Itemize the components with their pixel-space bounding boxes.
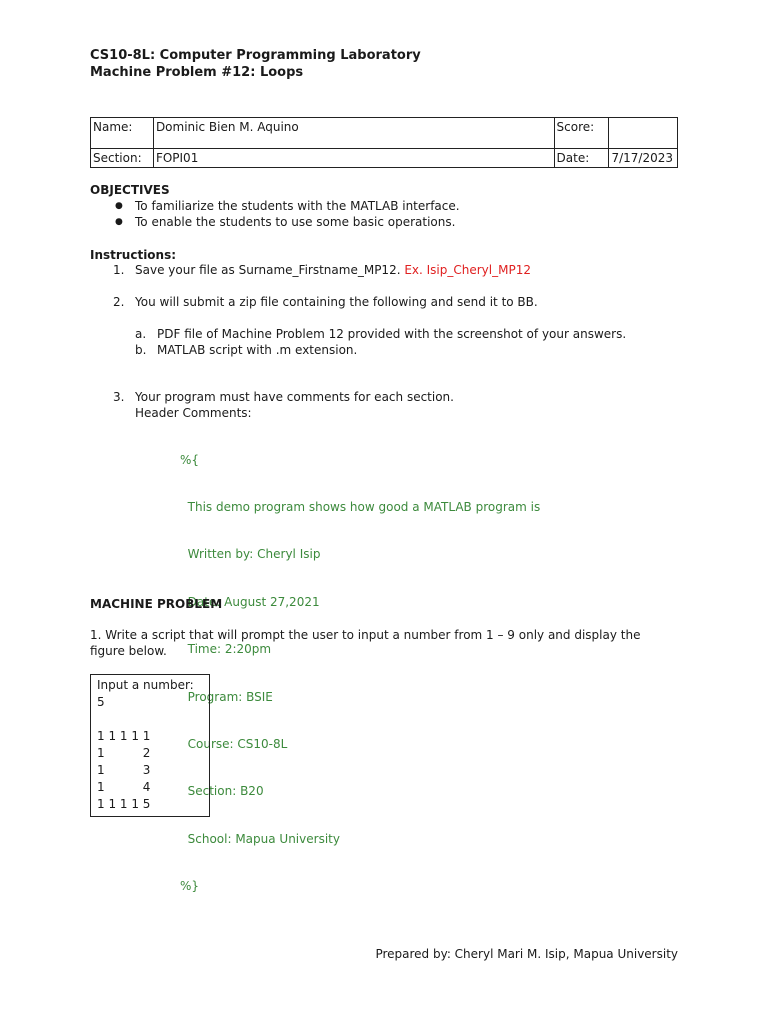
score-label: Score: xyxy=(554,118,609,149)
comment-line: Course: CS10-8L xyxy=(180,736,288,751)
figure-line: 5 xyxy=(97,695,105,709)
section-label: Section: xyxy=(91,149,154,168)
figure-line: Input a number: xyxy=(97,678,194,692)
item-number: 2. xyxy=(113,295,125,309)
figure-line: 1 4 xyxy=(97,780,151,794)
comment-line: School: Mapua University xyxy=(180,831,340,846)
sub-item-a xyxy=(135,326,626,342)
prepared-by-footer: Prepared by: Cheryl Mari M. Isip, Mapua University xyxy=(375,947,678,961)
header-comment-example xyxy=(180,421,540,911)
figure-line: 1 1 1 1 5 xyxy=(97,797,151,811)
course-title: CS10-8L: Computer Programming Laboratory xyxy=(90,48,421,63)
comment-line: Time: 2:20pm xyxy=(180,642,272,657)
section-value: FOPI01 xyxy=(153,149,554,168)
instruction-item-3 xyxy=(113,389,454,405)
figure-line: 1 2 xyxy=(97,746,151,760)
filename-example: Ex. Isip_Cheryl_MP12 xyxy=(404,263,531,277)
objectives-section xyxy=(90,182,460,230)
machine-problem-heading: MACHINE PROBLEM xyxy=(90,597,223,611)
sub-item-text: PDF file of Machine Problem 12 provided with the screenshot of your answers. xyxy=(157,327,627,341)
header-comments-label: Header Comments: xyxy=(135,406,252,420)
date-label: Date: xyxy=(554,149,609,168)
problem-line: figure below. xyxy=(90,644,167,658)
name-label: Name: xyxy=(91,118,154,149)
comment-line: Date: August 27,2021 xyxy=(180,594,320,609)
student-info-table xyxy=(90,117,678,168)
instructions-heading: Instructions: xyxy=(90,248,177,262)
sub-item-text: MATLAB script with .m extension. xyxy=(157,343,358,357)
figure-line: 1 3 xyxy=(97,763,151,777)
objective-item: ● To enable the students to use some basic operations. xyxy=(90,214,460,230)
item-text: You will submit a zip file containing the following and send it to BB. xyxy=(135,295,538,309)
comment-line: Written by: Cheryl Isip xyxy=(180,547,321,562)
sub-item-letter: b. xyxy=(135,343,147,357)
item-number: 3. xyxy=(113,390,125,404)
sub-item-letter: a. xyxy=(135,327,147,341)
info-row-section xyxy=(91,149,678,168)
info-row-name xyxy=(91,118,678,149)
date-value: 7/17/2023 xyxy=(609,149,678,168)
score-value xyxy=(609,118,678,149)
problem-statement xyxy=(90,627,640,659)
comment-line: Program: BSIE xyxy=(180,689,273,704)
item-text: Save your file as Surname_Firstname_MP12. xyxy=(135,263,405,277)
objectives-list xyxy=(90,198,460,230)
sub-item-b xyxy=(135,342,357,358)
name-value: Dominic Bien M. Aquino xyxy=(153,118,554,149)
figure-line xyxy=(97,711,203,728)
document-title xyxy=(90,47,421,81)
comment-line: %} xyxy=(180,879,200,894)
instruction-item-1 xyxy=(113,262,531,278)
problem-line: 1. Write a script that will prompt the user to input a number from 1 – 9 only and display the xyxy=(90,628,641,642)
comment-line: This demo program shows how good a MATLAB program is xyxy=(180,499,541,514)
item-text: Your program must have comments for each section. xyxy=(135,390,454,404)
objectives-heading: OBJECTIVES xyxy=(90,183,170,197)
comment-line: %{ xyxy=(180,452,200,467)
problem-title: Machine Problem #12: Loops xyxy=(90,65,304,80)
objective-item: ● To familiarize the students with the MATLAB interface. xyxy=(90,198,460,214)
instruction-item-2 xyxy=(113,294,538,310)
figure-line: 1 1 1 1 1 xyxy=(97,729,151,743)
comment-line: Section: B20 xyxy=(180,784,264,799)
item-number: 1. xyxy=(113,263,125,277)
output-figure-box xyxy=(90,674,210,817)
